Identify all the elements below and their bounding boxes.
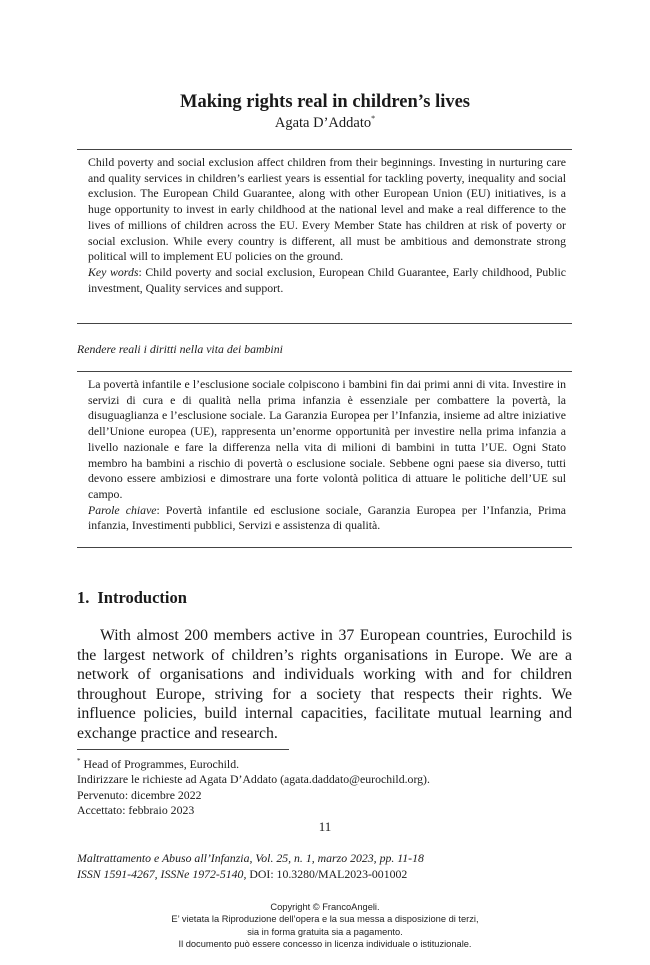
page-number: 11: [318, 819, 332, 834]
introduction-paragraph: With almost 200 members active in 37 European countries, Eurochild is the largest network of children’s rights organisations in Europe. We are a network of organisations and individuals working with and for children throughout Europe, striving for a society that respects their rights. We influence policies, build internal capacities, facilitate mutual learning and exchange practice and research.: [77, 627, 572, 742]
author-footnote-mark[interactable]: *: [371, 114, 376, 124]
section-heading: [77, 588, 187, 608]
section-title: Introduction: [97, 588, 187, 607]
abstract-en-text: Child poverty and social exclusion affect children from their beginnings. Investing in nurturing care and quality services in children’s earliest years is essential for tackling poverty, inequality and social exclusion. The European Child Guarantee, along with other European Union (EU) initiatives, is a huge opportunity to invest in early childhood at the national level and make a real difference to the lives of millions of children across the EU. Every Member State has children at risk of poverty or social exclusion. While every country is different, all must be ambitious and demonstrate strong political will to implement EU policies on the ground.: [88, 155, 566, 264]
footnote-role-text: Head of Programmes, Eurochild.: [80, 757, 240, 771]
copyright-notice: [0, 901, 650, 950]
journal-info: [77, 851, 424, 882]
keywords-label: Key words: [88, 264, 139, 279]
footnote-rule: [77, 749, 289, 750]
author-name: Agata D’Addato: [274, 115, 372, 131]
abstract-it-keywords: [88, 503, 566, 534]
abstract-it: [88, 377, 566, 534]
italian-title: Rendere reali i diritti nella vita dei bambini: [77, 342, 283, 356]
abstract-en: [88, 155, 566, 296]
abstract-it-top-rule: [77, 371, 572, 372]
journal-identifiers: [77, 867, 424, 883]
abstract-it-text: La povertà infantile e l’esclusione sociale colpiscono i bambini fin dai primi anni di vita. Investire in servizi di cura e di qualità nella prima infanzia è essenziale per combattere la povertà, la disuguaglianza e l’esclusione sociale. La Garanzia Europea per l’Infanzia, insieme ad altre iniziative dell’Unione europea (UE), rappresenta un’enorme opportunità per investire nella prima infanzia a livello nazionale e fare la differenza nella vita di milioni di bambini in tutta l’UE. Ogni Stato membro ha bambini a rischio di povertà o esclusione sociale. Sebbene ogni paese sia diverso, tutti devono essere ambiziosi e dimostrare una forte volontà politica di attuare le politiche dell’UE sul campo.: [88, 377, 566, 501]
journal-doi[interactable]: DOI: 10.3280/MAL2023-001002: [246, 866, 408, 881]
copyright-line-3: sia in forma gratuita sia a pagamento.: [247, 926, 403, 937]
footnote-contact: Indirizzare le richieste ad Agata D’Addato (agata.daddato@eurochild.org).: [77, 772, 430, 787]
copyright-line-4: Il documento può essere concesso in licenza individuale o istituzionale.: [178, 938, 472, 949]
abstract-en-bottom-rule: [77, 323, 572, 324]
footnote-accepted: Accettato: febbraio 2023: [77, 803, 195, 818]
copyright-line-1: Copyright © FrancoAngeli.: [270, 902, 380, 912]
abstract-en-top-rule: [77, 149, 572, 150]
parole-chiave-list: : Povertà infantile ed esclusione sociale, Garanzia Europea per l’Infanzia, Prima infanzia, Investimenti pubblici, Servizi e assistenza di qualità.: [88, 502, 566, 533]
abstract-it-bottom-rule: [77, 547, 572, 548]
keywords-list: : Child poverty and social exclusion, European Child Guarantee, Early childhood, Public investment, Quality services and support.: [88, 264, 566, 295]
section-number: 1.: [77, 588, 90, 607]
journal-issn: ISSN 1591-4267, ISSNe 1972-5140,: [77, 866, 247, 881]
article-title: Making rights real in children’s lives: [179, 92, 471, 112]
footnote-mark: *: [77, 757, 81, 766]
parole-chiave-label: Parole chiave: [88, 502, 157, 517]
article-author: [0, 115, 650, 132]
footnote-received: Pervenuto: dicembre 2022: [77, 787, 202, 802]
introduction-body: [77, 626, 572, 744]
footnotes: [77, 757, 572, 819]
footnote-author-role: [77, 757, 572, 772]
journal-citation: Maltrattamento e Abuso all’Infanzia, Vol. 25, n. 1, marzo 2023, pp. 11-18: [77, 851, 424, 865]
copyright-line-2: E’ vietata la Riproduzione dell’opera e la sua messa a disposizione di terzi,: [171, 914, 479, 925]
abstract-en-keywords: [88, 265, 566, 296]
